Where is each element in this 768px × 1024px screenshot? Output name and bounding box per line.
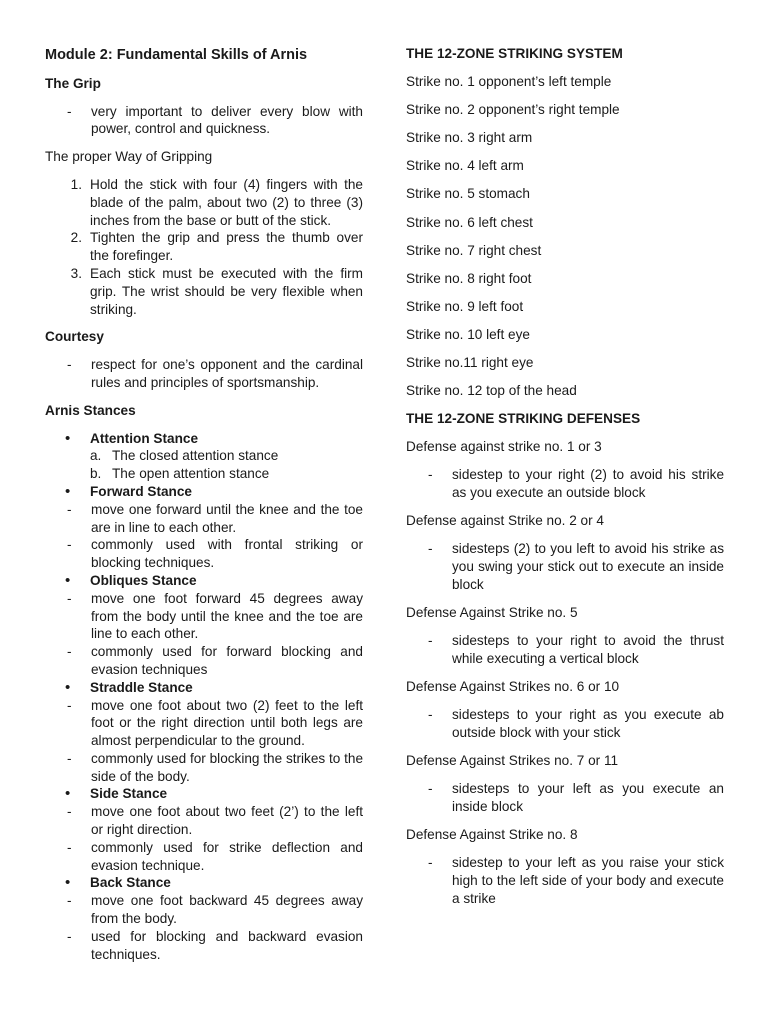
stance-item (45, 785, 363, 803)
stance-name: Side Stance (90, 786, 168, 802)
stance-subitem (90, 447, 363, 465)
grip-desc-text: very important to deliver every blow with power, control and quickness. (91, 103, 363, 137)
defense-label: Defense against Strike no. 2 or 4 (406, 513, 604, 529)
defense-point (406, 706, 724, 742)
stance-subitem (90, 465, 363, 483)
proper-grip-label: The proper Way of Gripping (45, 149, 213, 165)
bullet-marker: • (65, 571, 71, 589)
stance-point (45, 750, 363, 786)
list-item: Strike no. 10 left eye (406, 326, 530, 342)
bullet-marker: • (65, 429, 71, 447)
defense-label: Defense Against Strikes no. 7 or 11 (406, 753, 619, 769)
stance-name: Attention Stance (90, 430, 198, 446)
list-item (45, 229, 363, 265)
list-number: 3. (70, 265, 82, 281)
stance-name: Back Stance (90, 875, 171, 891)
defense-point (406, 632, 724, 668)
stance-item (45, 483, 363, 501)
stance-point-text: commonly used for strike deflection and evasion technique. (91, 839, 363, 873)
bullet-marker: • (65, 785, 71, 803)
stance-point-text: move one foot about two (2) feet to the left foot or the right direction until both legs are almost perpendicular to the ground. (91, 697, 363, 749)
stance-point (45, 803, 363, 839)
stance-item (45, 874, 363, 892)
dash-marker: - (67, 357, 72, 373)
list-item (45, 176, 363, 229)
dash-marker: - (428, 707, 433, 723)
dash-marker: - (67, 103, 72, 119)
striking-defenses-heading: THE 12-ZONE STRIKING DEFENSES (406, 411, 641, 427)
strikes-list (406, 73, 724, 400)
dash-marker: - (428, 781, 433, 797)
stance-subitem-text: The closed attention stance (112, 448, 279, 464)
stance-point (45, 590, 363, 643)
grip-step-text: Each stick must be executed with the firm grip. The wrist should be very flexible when striking. (90, 265, 363, 317)
stance-point-text: move one forward until the knee and the toe are in line to each other. (91, 501, 363, 535)
list-number: 1. (70, 176, 82, 192)
stance-name: Straddle Stance (90, 679, 193, 695)
defense-label: Defense against strike no. 1 or 3 (406, 439, 602, 455)
grip-step-text: Hold the stick with four (4) fingers with the blade of the palm, about two (2) to three (3) inches from the base or butt of the stick. (90, 176, 363, 228)
grip-heading: The Grip (45, 75, 101, 91)
stances-heading: Arnis Stances (45, 402, 136, 418)
dash-marker: - (67, 750, 72, 766)
stance-point (45, 536, 363, 572)
stance-point (45, 928, 363, 964)
dash-marker: - (67, 590, 72, 606)
stance-point (45, 892, 363, 928)
stance-item (45, 679, 363, 697)
striking-system-heading: THE 12-ZONE STRIKING SYSTEM (406, 46, 623, 61)
stance-point (45, 697, 363, 750)
stance-point-text: commonly used for forward blocking and evasion techniques (91, 644, 363, 677)
letter-marker: a. (90, 448, 102, 464)
list-item: Strike no. 2 opponent’s right temple (406, 102, 620, 118)
list-item: Strike no. 6 left chest (406, 214, 533, 230)
stance-subitem-text: The open attention stance (112, 466, 270, 482)
dash-marker: - (67, 697, 72, 713)
list-item: Strike no. 12 top of the head (406, 383, 577, 399)
list-item: Strike no. 4 left arm (406, 158, 524, 174)
list-item (45, 265, 363, 318)
courtesy-desc-text: respect for one’s opponent and the cardinal rules and principles of sportsmanship. (91, 357, 363, 390)
stance-point-text: commonly used for blocking the strikes to the side of the body. (91, 750, 364, 784)
defenses-list (406, 438, 724, 907)
defense-text: sidestep to your left as you raise your stick high to the left side of your body and execute a strike (452, 855, 724, 906)
defense-label: Defense Against Strike no. 5 (406, 605, 578, 621)
dash-marker: - (67, 501, 72, 517)
stance-point-text: move one foot backward 45 degrees away from the body. (91, 893, 363, 927)
list-item: Strike no. 1 opponent’s left temple (406, 74, 612, 90)
defense-point (406, 780, 724, 816)
dash-marker: - (428, 633, 433, 649)
defense-point (406, 540, 724, 593)
grip-steps-list (45, 176, 363, 318)
stance-item (45, 572, 363, 590)
defense-text: sidesteps to your right as you execute ab outside block with your stick (452, 707, 724, 740)
right-column (406, 44, 724, 908)
dash-marker: - (67, 644, 72, 660)
stance-name: Forward Stance (90, 483, 192, 499)
stance-point (45, 501, 363, 537)
dash-marker: - (67, 839, 72, 855)
dash-marker: - (67, 537, 72, 553)
stance-point (45, 643, 363, 679)
stance-point-text: move one foot about two feet (2’) to the left or right direction. (91, 804, 363, 838)
stance-point-text: used for blocking and backward evasion techniques. (91, 928, 363, 962)
grip-description (45, 103, 363, 139)
stance-name: Obliques Stance (90, 572, 197, 588)
defense-label: Defense Against Strikes no. 6 or 10 (406, 679, 620, 695)
defense-text: sidesteps to your right to avoid the thrust while executing a vertical block (452, 633, 724, 666)
stance-point-text: move one foot forward 45 degrees away from the body until the knee and the toe are line to each other. (91, 590, 363, 642)
stance-point (45, 839, 363, 875)
defense-text: sidesteps to your left as you execute an inside block (452, 781, 724, 814)
dash-marker: - (67, 893, 72, 909)
grip-step-text: Tighten the grip and press the thumb over the forefinger. (90, 230, 363, 264)
defense-text: sidestep to your right (2) to avoid his strike as you execute an outside block (452, 467, 724, 501)
courtesy-description (45, 356, 363, 392)
stances-list (45, 430, 363, 964)
dash-marker: - (67, 804, 72, 820)
list-item: Strike no. 5 stomach (406, 186, 530, 202)
stance-point-text: commonly used with frontal striking or blocking techniques. (91, 537, 363, 571)
list-item: Strike no. 8 right foot (406, 270, 532, 286)
defense-point (406, 854, 724, 907)
defense-label: Defense Against Strike no. 8 (406, 827, 578, 843)
list-item: Strike no.11 right eye (406, 355, 534, 371)
letter-marker: b. (90, 466, 102, 482)
dash-marker: - (428, 541, 433, 557)
module-title: Module 2: Fundamental Skills of Arnis (45, 47, 308, 63)
left-column (45, 44, 363, 963)
defense-point (406, 466, 724, 502)
courtesy-heading: Courtesy (45, 329, 104, 345)
bullet-marker: • (65, 482, 71, 500)
list-item: Strike no. 3 right arm (406, 130, 533, 146)
defense-text: sidesteps (2) to you left to avoid his strike as you swing your stick out to execute an inside block (452, 541, 724, 592)
list-item: Strike no. 9 left foot (406, 298, 524, 314)
dash-marker: - (67, 928, 72, 944)
dash-marker: - (428, 467, 433, 483)
list-number: 2. (70, 230, 82, 246)
bullet-marker: • (65, 874, 71, 892)
dash-marker: - (428, 855, 433, 871)
list-item: Strike no. 7 right chest (406, 242, 542, 258)
bullet-marker: • (65, 678, 71, 696)
stance-item (45, 430, 363, 448)
